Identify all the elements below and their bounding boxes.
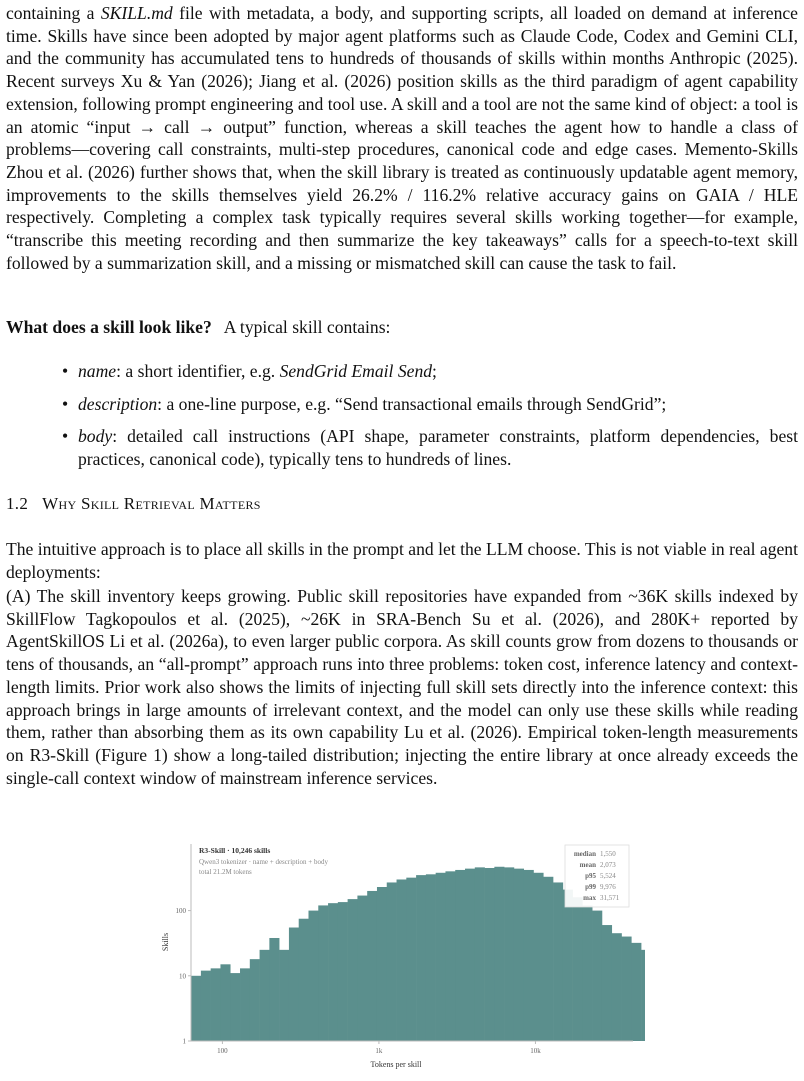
histogram-bar xyxy=(240,968,250,1041)
stat-label: max xyxy=(583,894,596,902)
histogram-bar xyxy=(377,887,387,1041)
chart-subtitle-line-2: total 21.2M tokens xyxy=(199,868,252,876)
histogram-bar xyxy=(436,873,446,1041)
chart-title: R3-Skill · 10,246 skills xyxy=(199,846,271,855)
histogram-bar xyxy=(563,890,573,1041)
histogram-bar xyxy=(318,905,328,1041)
term-body: body xyxy=(78,426,113,447)
histogram-bar xyxy=(328,903,338,1041)
histogram-bar xyxy=(553,882,563,1041)
token-length-histogram xyxy=(155,838,645,1076)
y-axis-ticks xyxy=(176,907,192,1045)
histogram-bar xyxy=(592,911,602,1041)
x-tick-label: 1k xyxy=(375,1047,383,1055)
stat-value: 5,524 xyxy=(600,872,616,880)
item-text: : a short identifier, e.g. xyxy=(116,361,280,381)
y-tick-label: 1 xyxy=(182,1037,186,1046)
histogram-bar xyxy=(348,899,358,1041)
histogram-bar xyxy=(641,950,645,1041)
histogram-bar xyxy=(260,950,270,1041)
skill-md-filename: SKILL.md xyxy=(100,3,173,23)
stat-value: 1,550 xyxy=(600,850,616,858)
histogram-bar xyxy=(220,964,230,1041)
x-axis-label: Tokens per skill xyxy=(370,1060,422,1069)
list-item-body xyxy=(62,425,798,470)
term-description: description xyxy=(78,393,158,414)
stat-label: p95 xyxy=(585,872,596,880)
histogram-bar xyxy=(279,950,289,1041)
histogram-bar xyxy=(426,874,436,1041)
item-tail: ; xyxy=(432,361,437,381)
histogram-bar xyxy=(397,879,407,1041)
chart-subtitle-line-1: Qwen3 tokenizer · name + description + body xyxy=(199,858,328,866)
stat-label: median xyxy=(573,850,596,858)
histogram-bar xyxy=(612,933,622,1041)
para1-text-a: containing a xyxy=(6,3,101,23)
y-tick-label: 100 xyxy=(175,907,186,916)
histogram-bar xyxy=(367,891,377,1041)
histogram-bar xyxy=(308,911,318,1041)
term-name: name xyxy=(78,361,117,381)
section-number: 1.2 xyxy=(6,494,29,513)
histogram-bar xyxy=(289,928,299,1041)
histogram-bar xyxy=(485,868,495,1041)
histogram-bar xyxy=(269,938,279,1041)
histogram-bar xyxy=(533,873,543,1041)
x-tick-label: 10k xyxy=(530,1047,541,1055)
bullet-glyph: • xyxy=(62,393,69,414)
histogram-bar xyxy=(211,968,221,1041)
stat-value: 2,073 xyxy=(600,861,616,869)
item-example: SendGrid Email Send xyxy=(279,361,433,381)
skill-look-paragraph xyxy=(6,316,798,339)
section-title: Why Skill Retrieval Matters xyxy=(42,494,261,513)
x-tick-label: 100 xyxy=(217,1047,228,1055)
para1-text-b: file with metadata, a body, and supporting scripts, all loaded on demand at inference time. Skills have since been adopted by major agent platforms such as Claude Code, Codex and Gemini CLI, and the community has accumulated tens to hundreds of thousands of skills within months Anthropic (2025). Recent surveys Xu & Yan (2026); Jiang et al. (2026) position skills as the third paradigm of agent capability extension, following prompt engineering and tool use. A skill and a tool are not the same kind of object: a tool is an atomic “input → call → output” function, whereas a skill teaches the agent how to handle a class of problems—covering call constraints, multi-step procedures, canonical code and edge cases. Memento-Skills Zhou et al. (2026) further shows that, when the skill library is treated as continuously updatable agent memory, improvements to the skills themselves yield 26.2% / 116.2% relative accuracy gains on GAIA / HLE respectively. Completing a complex task typically requires several skills working together—for example, “transcribe this meeting recording and then summarize the key takeaways” calls for a speech-to-text skill followed by a summarization skill, and a missing or mismatched skill can cause the task to fail. xyxy=(6,3,798,273)
y-axis-label: Skills xyxy=(161,932,170,952)
stats-box xyxy=(565,845,629,907)
histogram-bar xyxy=(465,869,475,1041)
histogram-bar xyxy=(543,877,553,1041)
histogram-bar xyxy=(504,867,514,1041)
stat-value: 31,571 xyxy=(600,894,620,902)
histogram-bar xyxy=(445,871,455,1041)
skill-look-intro: A typical skill contains: xyxy=(223,317,391,337)
section-heading xyxy=(6,494,261,514)
stat-label: mean xyxy=(579,861,596,869)
histogram-bar xyxy=(250,959,260,1041)
approach-paragraph: The intuitive approach is to place all skills in the prompt and let the LLM choose. This is not viable in real agent deployments: xyxy=(6,539,798,582)
bullet-glyph: • xyxy=(62,361,69,381)
stat-label: p99 xyxy=(585,883,596,891)
item-text: : a one-line purpose, e.g. “Send transactional emails through SendGrid”; xyxy=(157,393,667,414)
bullet-glyph: • xyxy=(62,426,69,447)
histogram-bar xyxy=(338,902,348,1041)
histogram-bar xyxy=(230,973,240,1041)
histogram-bar xyxy=(524,870,534,1041)
histogram-bar xyxy=(201,971,211,1041)
histogram-bar xyxy=(631,943,641,1041)
list-item-name xyxy=(62,360,798,383)
histogram-bar xyxy=(573,897,583,1041)
skill-components-list xyxy=(62,360,798,481)
list-item-description xyxy=(62,393,798,416)
figure-1 xyxy=(155,838,645,1076)
histogram-bar xyxy=(191,976,201,1041)
intro-paragraph xyxy=(6,2,798,274)
histogram-bar xyxy=(475,867,485,1041)
histogram-bar xyxy=(387,882,397,1041)
histogram-bar xyxy=(416,875,426,1041)
item-text: : detailed call instructions (API shape, parameter constraints, platform dependencies, best practices, canonical code), typically tens to hundreds of lines. xyxy=(78,426,798,470)
histogram-bar xyxy=(494,867,504,1041)
histogram-bar xyxy=(299,919,309,1041)
histogram-bar xyxy=(582,905,592,1041)
histogram-bar xyxy=(455,870,465,1041)
histogram-bar xyxy=(602,925,612,1041)
histogram-bar xyxy=(406,878,416,1041)
stat-value: 9,976 xyxy=(600,883,616,891)
histogram-bar xyxy=(622,937,632,1041)
y-tick-label: 10 xyxy=(179,972,186,981)
skill-look-heading: What does a skill look like? xyxy=(6,317,212,337)
histogram-bar xyxy=(514,869,524,1041)
inventory-paragraph: (A) The skill inventory keeps growing. Public skill repositories have expanded from ~36K skills indexed by SkillFlow Tagkopoulos et al. (2025), ~26K in SRA-Bench Su et al. (2026), and 280K+ reported by AgentSkillOS Li et al. (2026a), to even larger public corpora. As skill counts grow from dozens to thousands or tens of thousands, an “all-prompt” approach runs into three problems: token cost, inference latency and context-length limits. Prior work also shows the limits of injecting full skill sets directly into the inference context: this approach brings in large amounts of irrelevant context, and the model can only use these skills while reading them, rather than absorbing them as its own capability Lu et al. (2026). Empirical token-length measurements on R3-Skill (Figure 1) show a long-tailed distribution; injecting the entire library at once already exceeds the single-call context window of mainstream inference services. xyxy=(6,586,798,788)
x-axis-ticks xyxy=(217,1041,541,1055)
histogram-bar xyxy=(357,896,367,1041)
